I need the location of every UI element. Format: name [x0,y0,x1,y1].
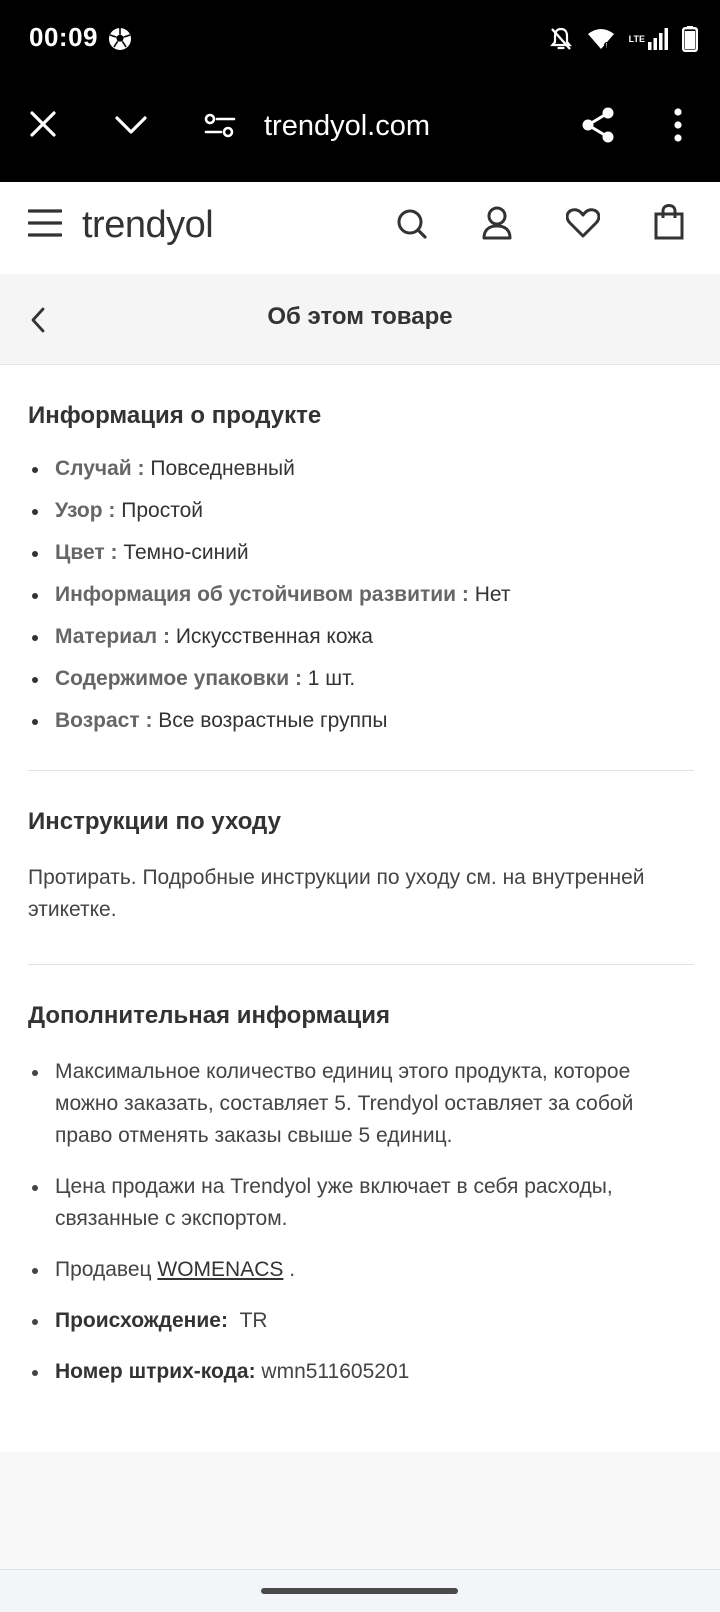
attribute-key: Узор : [55,499,116,522]
url-bar[interactable]: trendyol.com [264,110,431,142]
attribute-key: Случай : [55,457,145,480]
attribute-age [28,708,694,734]
attribute-value: Темно-синий [117,541,249,564]
attribute-material [28,624,694,650]
attribute-key: Материал : [55,625,170,648]
trendyol-logo[interactable]: trendyol [82,204,214,246]
attribute-value: 1 шт. [301,667,356,690]
attribute-color [28,540,694,566]
attribute-value: Простой [115,499,204,522]
site-header [0,182,720,274]
network-type-label: LTE [628,34,645,44]
product-info-heading: Информация о продукте [28,402,322,429]
page-subheader [0,274,720,365]
attribute-key: Содержимое упаковки : [55,667,302,690]
origin-key: Происхождение: [55,1309,228,1332]
status-time: 00:09 [29,22,98,52]
care-instructions-heading: Инструкции по уходу [28,808,281,835]
attribute-key: Информация об устойчивом развитии : [55,583,469,606]
attribute-value: Все возрастные группы [152,709,388,732]
barcode-key: Номер штрих-кода: [55,1360,256,1383]
attribute-value: Нет [468,583,511,606]
seller-prefix: Продавец [55,1258,158,1281]
battery-icon [682,26,698,52]
attribute-key: Возраст : [55,709,153,732]
seller-info [28,1254,694,1286]
attribute-package-contents [28,666,694,692]
additional-info-section [28,965,694,1388]
wifi-icon [587,27,615,51]
soccer-ball-icon [108,27,132,51]
max-quantity-note: Максимальное количество единиц этого продукта, которое можно заказать, составляет 5. Trendyol оставляет за собой право отменять заказы свыше 5 единиц. [28,1056,694,1152]
attribute-pattern [28,498,694,524]
care-instructions-text: Протирать. Подробные инструкции по уходу см. на внутренней этикетке. [28,866,645,921]
attribute-value: Искусственная кожа [169,625,373,648]
notifications-off-icon [549,26,573,52]
hamburger-menu-icon[interactable] [28,208,62,238]
site-settings-icon[interactable] [204,112,236,140]
close-icon[interactable] [29,110,57,138]
care-instructions-section [28,771,694,964]
shopping-bag-icon[interactable] [654,204,684,240]
origin-info [28,1305,694,1337]
search-icon[interactable] [396,208,428,240]
export-price-note: Цена продажи на Trendyol уже включает в себя расходы, связанные с экспортом. [28,1171,694,1235]
gesture-navigation-bar [0,1569,720,1612]
svg-text:!: ! [604,42,608,50]
browser-toolbar [0,80,720,182]
account-icon[interactable] [482,206,512,240]
status-icons [549,24,698,54]
attribute-sustainability [28,582,694,608]
product-attributes-list [28,456,694,734]
product-info-section [28,365,694,734]
favorites-heart-icon[interactable] [566,208,600,238]
seller-suffix: . [283,1258,296,1281]
chevron-down-icon[interactable] [114,114,148,136]
status-bar [0,0,720,80]
home-indicator[interactable] [261,1588,458,1594]
share-icon[interactable] [580,106,616,144]
attribute-occasion [28,456,694,482]
seller-link[interactable]: WOMENACS [157,1258,284,1281]
barcode-info [28,1356,694,1388]
attribute-value: Повседневный [144,457,295,480]
additional-info-heading: Дополнительная информация [28,1002,390,1029]
additional-info-list [28,1056,694,1388]
signal-icon [648,28,668,50]
origin-value: TR [227,1309,268,1332]
more-options-icon[interactable] [672,108,684,142]
attribute-key: Цвет : [55,541,118,564]
page-title: Об этом товаре [267,303,453,330]
product-details-content [0,365,720,1452]
barcode-value: wmn511605201 [255,1360,410,1383]
